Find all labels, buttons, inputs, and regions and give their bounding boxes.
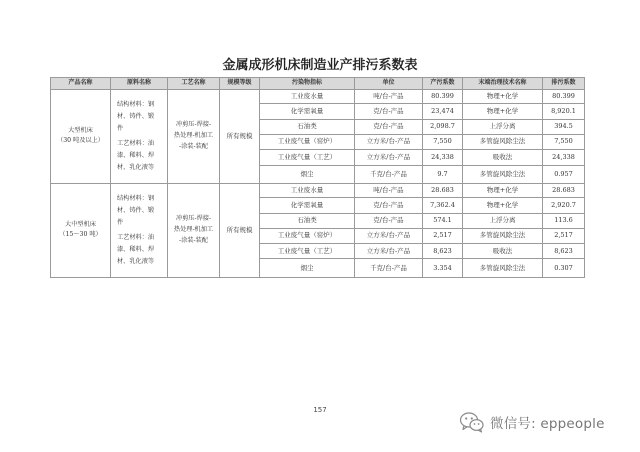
generation-coefficient-cell: 28.683 — [423, 183, 463, 197]
treatment-technology-cell: 吸收法 — [463, 244, 543, 259]
process-name-cell — [168, 183, 220, 277]
pollutant-indicator-cell: 烟尘 — [260, 165, 355, 183]
table-row — [51, 183, 585, 197]
treatment-technology-cell: 多管旋风除尘法 — [463, 228, 543, 243]
scale-level-cell: 所有规模 — [220, 90, 260, 184]
product-name-line: 大中型机床 — [65, 220, 96, 228]
process-name-line: 冲剪压-焊接- — [175, 215, 212, 223]
generation-coefficient-cell: 3.354 — [423, 259, 463, 278]
document-title: 金属成形机床制造业产排污系数表 — [222, 58, 418, 73]
generation-coefficient-cell: 7,362.4 — [423, 198, 463, 213]
raw-material-cell — [111, 183, 168, 277]
pollutant-indicator-cell: 工业废水量 — [260, 183, 355, 197]
unit-cell: 千克/台-产品 — [355, 259, 423, 278]
product-name-cell — [51, 183, 111, 277]
raw-material-line: 漆、稀料、焊 — [117, 246, 155, 254]
generation-coefficient-cell: 23,474 — [423, 104, 463, 119]
pollutant-indicator-cell: 工业废水量 — [260, 90, 355, 104]
process-name-line: 冲剪压-焊接- — [175, 121, 212, 129]
treatment-technology-cell: 多管旋风除尘法 — [463, 134, 543, 149]
emission-coefficient-cell: 0.307 — [543, 259, 585, 278]
raw-material-line: 材、乳化液等 — [117, 164, 155, 172]
generation-coefficient-cell: 2,517 — [423, 228, 463, 243]
pollutant-indicator-cell: 工业废气量（窑炉） — [260, 228, 355, 243]
unit-cell: 立方米/台-产品 — [355, 228, 423, 243]
raw-material-line: 工艺材料：油 — [117, 140, 155, 148]
emission-coefficient-table — [50, 77, 585, 278]
unit-cell: 吨/台-产品 — [355, 183, 423, 197]
table-row — [51, 90, 585, 104]
generation-coefficient-cell: 80.399 — [423, 90, 463, 104]
generation-coefficient-cell: 24,338 — [423, 150, 463, 165]
emission-coefficient-cell: 7,550 — [543, 134, 585, 149]
pollutant-indicator-cell: 工业废气量（工艺） — [260, 244, 355, 259]
column-header: 产品名称 — [51, 78, 111, 90]
table-header-row — [51, 78, 585, 90]
emission-coefficient-cell: 24,338 — [543, 150, 585, 165]
column-header: 工艺名称 — [168, 78, 220, 90]
treatment-technology-cell: 多管旋风除尘法 — [463, 165, 543, 183]
column-header: 原料名称 — [111, 78, 168, 90]
watermark-text: 微信号: eppeople — [490, 416, 605, 432]
generation-coefficient-cell: 7,550 — [423, 134, 463, 149]
emission-coefficient-cell: 8,920.1 — [543, 104, 585, 119]
process-name-line: -涂装-装配 — [179, 236, 208, 244]
product-name-line: 大型机床 — [68, 126, 93, 134]
process-name-cell — [168, 90, 220, 184]
column-header: 产污系数 — [423, 78, 463, 90]
pollutant-indicator-cell: 化学需氧量 — [260, 198, 355, 213]
raw-material-line: 材、铸件、锻 — [117, 112, 155, 120]
unit-cell: 克/台-产品 — [355, 104, 423, 119]
generation-coefficient-cell: 9.7 — [423, 165, 463, 183]
raw-material-line: 材、乳化液等 — [117, 258, 155, 266]
emission-coefficient-cell: 2,517 — [543, 228, 585, 243]
pollutant-indicator-cell: 石油类 — [260, 213, 355, 228]
process-name-line: -涂装-装配 — [179, 142, 208, 150]
unit-cell: 立方米/台-产品 — [355, 134, 423, 149]
emission-coefficient-cell: 2,920.7 — [543, 198, 585, 213]
unit-cell: 克/台-产品 — [355, 119, 423, 134]
emission-coefficient-cell: 0.957 — [543, 165, 585, 183]
column-header: 规模等级 — [220, 78, 260, 90]
emission-coefficient-cell: 80.399 — [543, 90, 585, 104]
pollutant-indicator-cell: 石油类 — [260, 119, 355, 134]
table-body — [51, 90, 585, 278]
raw-material-line: 材、铸件、锻 — [117, 206, 155, 214]
pollutant-indicator-cell: 烟尘 — [260, 259, 355, 278]
unit-cell: 吨/台-产品 — [355, 90, 423, 104]
page-number: 157 — [313, 406, 327, 414]
emission-coefficient-cell: 8,623 — [543, 244, 585, 259]
process-name-line: 热处理-机加工 — [173, 226, 214, 234]
pollutant-indicator-cell: 工业废气量（窑炉） — [260, 134, 355, 149]
raw-material-line: 件 — [117, 218, 124, 226]
product-name-line: （15～30 吨） — [59, 231, 102, 239]
product-name-line: （30 吨及以上） — [57, 137, 104, 145]
generation-coefficient-cell: 574.1 — [423, 213, 463, 228]
unit-cell: 千克/台-产品 — [355, 165, 423, 183]
scale-level-cell: 所有规模 — [220, 183, 260, 277]
product-name-cell — [51, 90, 111, 184]
treatment-technology-cell: 物理+化学 — [463, 90, 543, 104]
process-name-line: 热处理-机加工 — [173, 132, 214, 140]
treatment-technology-cell: 多管旋风除尘法 — [463, 259, 543, 278]
treatment-technology-cell: 吸收法 — [463, 150, 543, 165]
pollutant-indicator-cell: 工业废气量（工艺） — [260, 150, 355, 165]
wechat-watermark — [459, 411, 605, 433]
emission-coefficient-cell: 113.6 — [543, 213, 585, 228]
treatment-technology-cell: 物理+化学 — [463, 183, 543, 197]
wechat-icon — [459, 411, 485, 433]
treatment-technology-cell: 物理+化学 — [463, 198, 543, 213]
raw-material-line: 件 — [117, 124, 124, 132]
emission-coefficient-cell: 28.683 — [543, 183, 585, 197]
generation-coefficient-cell: 2,098.7 — [423, 119, 463, 134]
unit-cell: 立方米/台-产品 — [355, 150, 423, 165]
generation-coefficient-cell: 8,623 — [423, 244, 463, 259]
pollutant-indicator-cell: 化学需氧量 — [260, 104, 355, 119]
treatment-technology-cell: 上浮分离 — [463, 213, 543, 228]
column-header: 单位 — [355, 78, 423, 90]
raw-material-cell — [111, 90, 168, 184]
unit-cell: 克/台-产品 — [355, 198, 423, 213]
column-header: 污染物指标 — [260, 78, 355, 90]
treatment-technology-cell: 上浮分离 — [463, 119, 543, 134]
raw-material-line: 结构材料：钢 — [117, 195, 155, 203]
treatment-technology-cell: 物理+化学 — [463, 104, 543, 119]
unit-cell: 立方米/台-产品 — [355, 244, 423, 259]
raw-material-line: 结构材料：钢 — [117, 101, 155, 109]
column-header: 末端治理技术名称 — [463, 78, 543, 90]
emission-coefficient-cell: 394.5 — [543, 119, 585, 134]
unit-cell: 克/台-产品 — [355, 213, 423, 228]
column-header: 排污系数 — [543, 78, 585, 90]
raw-material-line: 漆、稀料、焊 — [117, 152, 155, 160]
raw-material-line: 工艺材料：油 — [117, 234, 155, 242]
